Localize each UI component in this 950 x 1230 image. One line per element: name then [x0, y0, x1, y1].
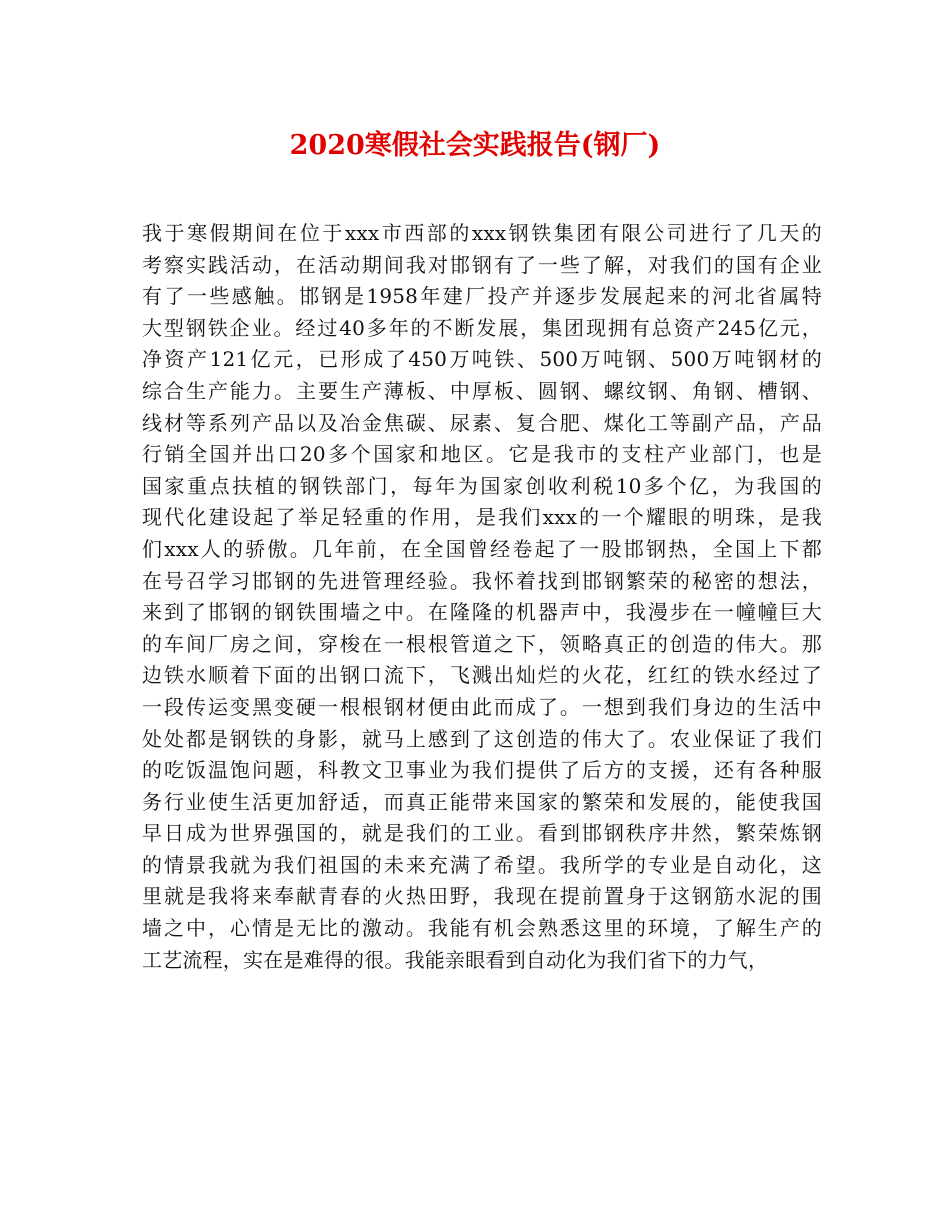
body-line: 墙之中，心情是无比的激动。我能有机会熟悉这里的环境，了解生产的 — [142, 916, 822, 941]
body-line: 一段传运变黑变硬一根根钢材便由此而成了。一想到我们身边的生活中 — [142, 694, 822, 719]
body-line: 们xxx人的骄傲。几年前，在全国曾经卷起了一股邯钢热，全国上下都 — [142, 536, 822, 561]
body-line: 来到了邯钢的钢铁围墙之中。在隆隆的机器声中，我漫步在一幢幢巨大 — [142, 600, 822, 625]
body-line: 现代化建设起了举足轻重的作用，是我们xxx的一个耀眼的明珠，是我 — [142, 505, 822, 530]
body-line: 净资产121亿元，已形成了450万吨铁、500万吨钢、500万吨钢材的 — [142, 347, 822, 372]
body-line: 早日成为世界强国的，就是我们的工业。看到邯钢秩序井然，繁荣炼钢 — [142, 821, 822, 846]
body-line: 有了一些感触。邯钢是1958年建厂投产并逐步发展起来的河北省属特 — [142, 284, 822, 309]
body-line: 行销全国并出口20多个国家和地区。它是我市的支柱产业部门，也是 — [142, 442, 822, 467]
body-line: 的吃饭温饱问题，科教文卫事业为我们提供了后方的支援，还有各种服 — [142, 758, 822, 783]
document-body — [142, 218, 822, 976]
body-line: 线材等系列产品以及冶金焦碳、尿素、复合肥、煤化工等副产品，产品 — [142, 410, 822, 435]
body-line: 我于寒假期间在位于xxx市西部的xxx钢铁集团有限公司进行了几天的 — [142, 221, 822, 245]
body-line: 大型钢铁企业。经过40多年的不断发展，集团现拥有总资产245亿元， — [142, 315, 822, 340]
body-line: 国家重点扶植的钢铁部门，每年为国家创收利税10多个亿，为我国的 — [142, 473, 822, 498]
document-title: 2020寒假社会实践报告(钢厂) — [289, 130, 661, 161]
body-line: 里就是我将来奉献青春的火热田野，我现在提前置身于这钢筋水泥的围 — [142, 884, 822, 909]
body-line: 综合生产能力。主要生产薄板、中厚板、圆钢、螺纹钢、角钢、槽钢、 — [142, 378, 822, 403]
body-line: 务行业使生活更加舒适，而真正能带来国家的繁荣和发展的，能使我国 — [142, 789, 822, 814]
body-line: 在号召学习邯钢的先进管理经验。我怀着找到邯钢繁荣的秘密的想法， — [142, 568, 822, 593]
body-line: 处处都是钢铁的身影，就马上感到了这创造的伟大了。农业保证了我们 — [142, 726, 822, 751]
body-line: 的情景我就为我们祖国的未来充满了希望。我所学的专业是自动化，这 — [142, 852, 822, 877]
body-line: 考察实践活动，在活动期间我对邯钢有了一些了解，对我们的国有企业 — [142, 252, 822, 277]
body-line: 工艺流程，实在是难得的很。我能亲眼看到自动化为我们省下的力气， — [142, 947, 769, 972]
body-line: 的车间厂房之间，穿梭在一根根管道之下，领略真正的创造的伟大。那 — [142, 631, 822, 656]
body-line: 边铁水顺着下面的出钢口流下，飞溅出灿烂的火花，红红的铁水经过了 — [142, 663, 822, 688]
